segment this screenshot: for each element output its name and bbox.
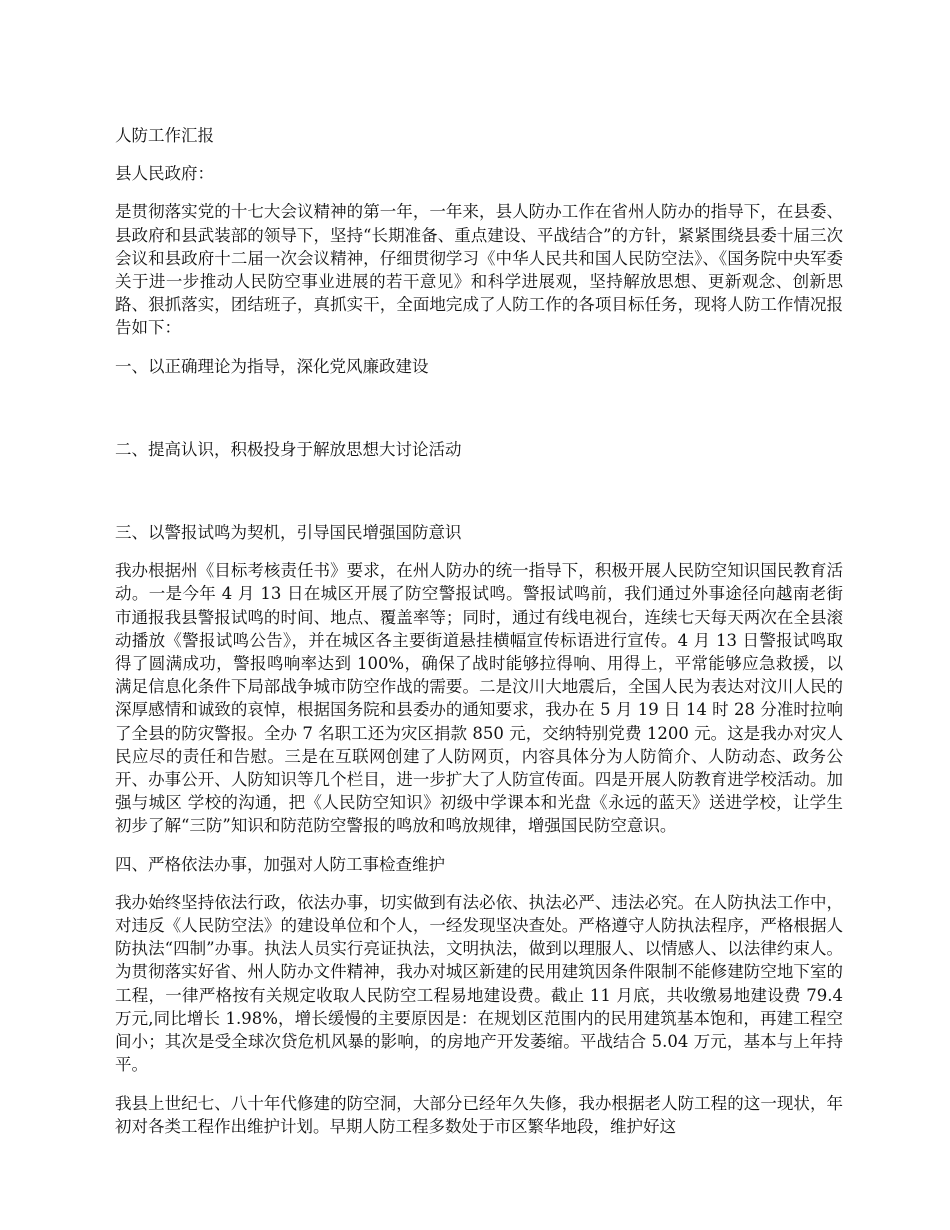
salutation: 县人民政府： [115, 164, 214, 184]
section-2-heading: 二、提高认识，积极投身于解放思想大讨论活动 [115, 439, 462, 459]
section-4-heading: 四、严格依法办事，加强对人防工事检查维护 [115, 854, 445, 874]
section-3-heading: 三、以警报试鸣为契机，引导国民增强国防意识 [115, 523, 462, 543]
section-1-heading: 一、以正确理论为指导，深化党风廉政建设 [115, 356, 429, 376]
section-4-paragraph-1: 我办始终坚持依法行政，依法办事，切实做到有法必依、执法必严、违法必究。在人防执法工作中，对违反《人民防空法》的建设单位和个人，一经发现坚决查处。严格遵守人防执法程序，严格根据人防执法“四制”办事。执法人员实行亮证执法，文明执法，做到以理服人、以情感人、以法律约束人。为贯彻落实好省、州人防办文件精神，我办对城区新建的民用建筑因条件限制不能修建防空地下室的工程，一律严格按有关规定收取人民防空工程易地建设费。截止 11 月底，共收缴易地建设费 79.4 万元,同比增长 1.98%，增长缓慢的主要原因是：在规划区范围内的民用建筑基本饱和，再建工程空间小；其次是受全球次贷危机风暴的影响，的房地产开发萎缩。平战结合 5.04 万元，基本与上年持平。 [115, 892, 843, 1075]
intro-paragraph: 是贯彻落实党的十七大会议精神的第一年，一年来，县人防办工作在省州人防办的指导下，在县委、县政府和县武装部的领导下，坚持“长期准备、重点建设、平战结合”的方针，紧紧围绕县委十届三次会议和县政府十二届一次会议精神，仔细贯彻学习《中华人民共和国人民防空法》、《国务院中央军委关于进一步推动人民防空事业进展的若干意见》和科学进展观，坚持解放思想、更新观念、创新思路、狠抓落实，团结班子，真抓实干，全面地完成了人防工作的各项目标任务，现将人防工作情况报告如下： [115, 202, 843, 338]
section-4-paragraph-2: 我县上世纪七、八十年代修建的防空洞，大部分已经年久失修，我办根据老人防工程的这一现状，年初对各类工程作出维护计划。早期人防工程多数处于市区繁华地段，维护好这 [115, 1093, 843, 1136]
document-title: 人防工作汇报 [115, 126, 214, 145]
document-page [115, 124, 843, 1153]
section-3-paragraph: 我办根据州《目标考核责任书》要求，在州人防办的统一指导下，积极开展人民防空知识国民教育活动。一是今年 4 月 13 日在城区开展了防空警报试鸣。警报试鸣前，我们通过外事途径向越南老街市通报我县警报试鸣的时间、地点、覆盖率等；同时，通过有线电视台，连续七天每天两次在全县滚动播放《警报试鸣公告》，并在城区各主要街道悬挂横幅宣传标语进行宣传。4 月 13 日警报试鸣取得了圆满成功，警报鸣响率达到 100%，确保了战时能够拉得响、用得上，平常能够应急救援，以满足信息化条件下局部战争城市防空作战的需要。二是汶川大地震后，全国人民为表达对汶川人民的深厚感情和诚致的哀悼，根据国务院和县委办的通知要求，我办在 5 月 19 日 14 时 28 分准时拉响了全县的防灾警报。全办 7 名职工还为灾区捐款 850 元，交纳特别党费 1200 元。这是我办对灾人民应尽的责任和告慰。三是在互联网创建了人防网页，内容具体分为人防简介、人防动态、政务公开、办事公开、人防知识等几个栏目，进一步扩大了人防宣传面。四是开展人防教育进学校活动。加强与城区 学校的沟通，把《人民防空知识》初级中学课本和光盘《永远的蓝天》送进学校，让学生初步了解“三防”知识和防范防空警报的鸣放和鸣放规律，增强国民防空意识。 [115, 561, 843, 836]
